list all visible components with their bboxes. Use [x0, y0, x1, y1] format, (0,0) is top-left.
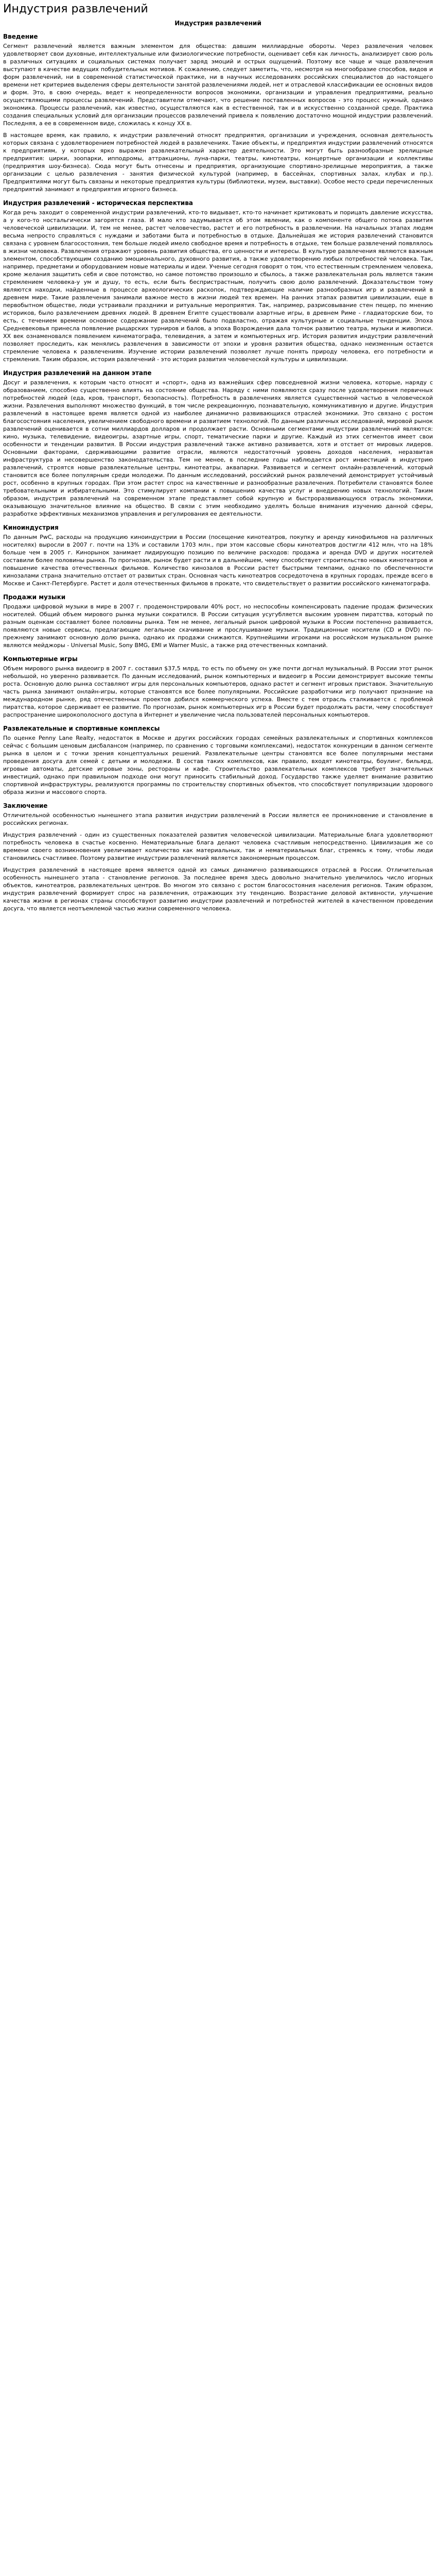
site-title: Индустрия развлечений: [3, 3, 148, 15]
paragraph: По данным PwC, расходы на продукцию киноиндустрии в России (посещение кинотеатров, покупку и аренду кинофильмов на различных носителях) выросли в 2007 г. почти на 13% и составили 1703 млн., при этом кассовые сборы кинотеатров достигли 412 млн, что на 18% больше чем в 2005 г. Кинорынок занимает лидирующую позицию по величине расходов: продажа и аренда DVD и других носителей составили более половины рынка. По прогнозам, рынок будет расти и в дальнейшем, чему способствует строительство новых кинотеатров и повышение качества отечественных фильмов. Количество кинозалов в России растет быстрыми темпами, однако по обеспеченности кинозалами страна значительно отстает от развитых стран. Основная часть кинотеатров сосредоточена в крупных городах, прежде всего в Москве и Санкт-Петербурге. Растет и доля отечественных фильмов в прокате, что свидетельствует о развитии российского кинематографа.: [3, 534, 433, 587]
section-heading: Развлекательные и спортивные комплексы: [3, 725, 160, 732]
paragraph: Сегмент развлечений является важным элементом для общества: давшим миллиардные обороты. Через развлечения человек удовлетворяет свои духовные, интеллектуальные или физиологические потребности, оценивает себя как личность, анализирует свою роль в различных ситуациях и социальных системах получает заряд эмоций и острых ощущений. Поэтому все чаще и чаще развлечения выступают в качестве ведущих побудительных мотивов. К сожалению, следует заметить, что, несмотря на многообразие способов, видов и форм развлечений, ни в современной статистической практике, ни в научных исследованиях российских специалистов до настоящего времени нет критериев выделения сферы деятельности занятой развлечениями людей, нет и отраслевой классификации ее основных видов и форм. Это, в свою очередь, ведет к неопределенности вопросов экономики, организации и управления предприятиями, реально осуществляющими процессы развлечений. Представители отмечают, что решение поставленных вопросов - это процесс нужный, однако экономика. Процессы развлечений, как известно, осуществляются как в естественной, так и в искусственно созданной среде. Практика создания специальных условий для организации процессов развлечений привела к появлению достаточно мощной индустрии развлечений. Последняя, а ее в современном виде, сложилась к концу XX в.: [3, 43, 433, 127]
paragraph: Отличительной особенностью нынешнего этапа развития индустрии развлечений в России является ее проникновение и становление в российских регионах.: [3, 812, 433, 826]
paragraph: Индустрия развлечений - один из существенных показателей развития человеческой цивилизации. Материальные блага удовлетворяют потребность человека в счастье косвенно. Нематериальные блага делают человека счастливым непосредственно. Цивилизация же со времени своего возникновения увеличивает количество как материальных, так и нематериальных благ, стремясь к тому, чтобы люди становились счастливее. Поэтому развитие индустрии развлечений является закономерным процессом.: [3, 832, 433, 861]
paragraph: Продажи цифровой музыки в мире в 2007 г. продемонстрировали 40% рост, но неспособны компенсировать падение продаж физических носителей. Общий объем мирового рынка музыки сократился. В России ситуация усугубляется высоким уровнем пиратства, который по разным оценкам составляет более половины рынка. Тем не менее, легальный рынок цифровой музыки в России постепенно развивается, появляются новые сервисы, предлагающие легальное скачивание и прослушивание музыки. Традиционные носители (CD и DVD) по-прежнему занимают основную долю рынка, однако их продажи снижаются. Крупнейшими игроками на российском музыкальном рынке являются мейджоры - Universal Music, Sony BMG, EMI и Warner Music, а также ряд отечественных компаний.: [3, 603, 433, 649]
document-body: [3, 33, 433, 912]
section-heading: Заключение: [3, 802, 48, 809]
paragraph: Объем мирового рынка видеоигр в 2007 г. составил $37,5 млрд, то есть по объему он уже почти догнал музыкальный. В России этот рынок небольшой, но уверенно развивается. По данным исследований, рынок компьютерных и видеоигр в России демонстрирует высокие темпы роста. Основную долю рынка составляют игры для персональных компьютеров, однако растет и сегмент игровых приставок. Значительную часть рынка занимают онлайн-игры, которые становятся все более популярными. Российские разработчики игр получают признание на международном рынке, ряд отечественных проектов добился коммерческого успеха. Вместе с тем отрасль сталкивается с проблемой пиратства, которое сдерживает ее развитие. По прогнозам, рынок компьютерных игр в России будет продолжать расти, чему способствует распространение широкополосного доступа в Интернет и увеличение числа пользователей персональных компьютеров.: [3, 665, 433, 718]
document-title: Индустрия развлечений: [175, 20, 261, 27]
section-heading: Индустрия развлечений на данном этапе: [3, 369, 152, 377]
paragraph: По оценке Penny Lane Realty, недостаток в Москве и других российских городах семейных развлекательных и спортивных комплексов сейчас с большим ценовым дисбалансом (например, по сравнению с торговыми комплексами), недостаток конкуренции в данном сегменте рынка в целом и с точки зрения концептуальных решений. Развлекательные центры становятся все более популярными местами проведения досуга для семей с детьми и молодежи. В состав таких комплексов, как правило, входят кинотеатры, боулинг, бильярд, игровые автоматы, детские игровые зоны, рестораны и кафе. Строительство развлекательных комплексов требует значительных инвестиций, однако при правильном подходе они могут приносить стабильный доход. Государство также уделяет внимание развитию спортивной инфраструктуры, реализуются программы по строительству спортивных объектов, что способствует популяризации здорового образа жизни и массового спорта.: [3, 735, 433, 795]
paragraph: Досуг и развлечения, к которым часто относят и «спорт», одна из важнейших сфер повседневной жизни человека, которые, наряду с образованием, способно существенно влиять на состояние общества. Наряду с ними появляются сразу после удовлетворения первичных потребностей людей (еда, кров, транспорт, безопасность). Потребность в развлечениях является существенной частью в человеческой жизни. Развлечения выполняют множество функций, в том числе рекреационную, познавательную, коммуникативную и другие. Индустрия развлечений в настоящее время является одной из наиболее динамично развивающихся отраслей экономики. Это связано с ростом благосостояния населения, увеличением свободного времени и развитием технологий. По данным различных исследований, мировой рынок развлечений оценивается в сотни миллиардов долларов и продолжает расти. Основными сегментами индустрии развлечений являются: кино, музыка, телевидение, видеоигры, азартные игры, спорт, тематические парки и другие. Каждый из этих сегментов имеет свои особенности и тенденции развития. В России индустрия развлечений также активно развивается, хотя и отстает от мировых лидеров. Основными факторами, сдерживающими развитие отрасли, являются недостаточный уровень доходов населения, неразвитая инфраструктура и несовершенство законодательства. Тем не менее, в последние годы наблюдается рост инвестиций в индустрию развлечений, строятся новые развлекательные центры, кинотеатры, аквапарки. Развивается и сегмент онлайн-развлечений, который становится все более популярным среди молодежи. По данным исследований, российский рынок развлечений демонстрирует устойчивый рост, особенно в крупных городах. При этом растет спрос на качественные и разнообразные развлечения. Потребители становятся более требовательными и избирательными. Это стимулирует компании к повышению качества услуг и внедрению новых технологий. Таким образом, индустрия развлечений на современном этапе представляет собой крупную и быстроразвивающуюся отрасль экономики, оказывающую значительное влияние на общество. В связи с этим необходимо уделять больше внимания изучению данной сферы, разработке эффективных механизмов управления и регулирования ее деятельности.: [3, 379, 433, 517]
section-heading: Продажи музыки: [3, 594, 66, 601]
paragraph: В настоящее время, как правило, к индустрии развлечений относят предприятия, организации и учреждения, основная деятельность которых связана с удовлетворением потребностей людей в развлечениях. Такие объекты, и предприятия индустрии развлечений относятся к предприятиям, у которых ярко выражен развлекательный характер деятельности. Это могут быть разнообразные зрелищные предприятия: цирки, зоопарки, ипподромы, аттракционы, луна-парки, театры, кинотеатры, концертные организации и коллективы (предприятия шоу-бизнеса). Сюда могут быть отнесены и предприятия, организующие спортивно-зрелищные мероприятия, а также организации с целью развлечения - занятия физической культурой (например, в бассейнах, спортивных залах, клубах и пр.). Предприятиями могут быть связаны и некоторые предприятия культуры (библиотеки, музеи, выставки). Особое место среди перечисленных предприятий занимают и предприятия игорного бизнеса.: [3, 132, 433, 193]
paragraph: Когда речь заходит о современной индустрии развлечений, кто-то видывает, кто-то начинает критиковать и порицать давление искусства, а у кого-то ностальгически загорятся глаза. И мало кто задумывается об этом явлении, как о компоненте общего потока развития человеческой цивилизации. И, тем не менее, растет человечество, растет и его потребность в развлечении. На начальных этапах людям весьма непросто справляться с нуждами и заботами быта и потребностью в отдыхе. Дальнейшая же история развлечений становится связана с уровнем благосостояния, тем больше людей имело свободное время и потребность в отдыхе, тем больше развлечений появлялось в жизни человека. Развлечения отражают уровень развития общества, его ценности и интересы. В культуре развлечения являются важным элементом, способствующим созданию эмоционального, духовного развития, а также удовлетворению любых потребностей человека. Так, например, предметами и оборудованием новые материалы и идеи. Ученые сегодня говорят о том, что естественным стремлением человека, кроме желания защитить себя и свое потомство, но самое потомство произошло и сбылось, а также развлекательная роль является таким стремлением человека-у ум и душу, то есть, если быть беспристрастным, получить свою долю развлечений. Доказательством тому являются находки, найденные в процессе археологических раскопок, подтверждающие наличие разнообразных игр и развлечений в древнем мире. Такие развлечения занимали важное место в жизни людей тех времен. На ранних этапах развития цивилизации, еще в первобытном обществе, люди устраивали праздники и ритуальные мероприятия. Так, например, разрисовывание стен пещер, по мнению историков, было развлечением древних людей. В древнем Египте существовали азартные игры, в древнем Риме - гладиаторские бои, то есть, с течением времени основное содержание развлечений было подвластно, отражая культурные и социальные тенденции. Эпоха Средневековья принесла появление рыцарских турниров и балов, а эпоха Возрождения дала толчок развитию театра, музыки и живописи. XX век ознаменовался появлением кинематографа, телевидения, а затем и компьютерных игр. История развития индустрии развлечений позволяет проследить, как менялись развлечения в зависимости от эпохи и уровня развития общества, однако неизменным остается стремление человека к развлечениям. Изучение истории развлечений позволяет лучше понять природу человека, его потребности и стремления. Таким образом, история развлечений - это история развития человеческой культуры и цивилизации.: [3, 209, 433, 363]
section-heading: Введение: [3, 33, 38, 40]
paragraph: Индустрия развлечений в настоящее время является одной из самых динамично развивающихся отраслей в России. Отличительная особенность нынешнего этапа - становление регионов. За последнее время здесь довольно значительно увеличилось число игорных объектов, кинотеатров, развлекательных центров. Во многом это связано с ростом благосостояния населения регионов. Таким образом, индустрия развлечений формирует спрос на развлечения, отражающих эту тенденцию. Возрастание деловой активности, улучшение качества жизни в регионах страны способствуют развитию индустрии развлечений и потребностей жителей в качественном проведении досуга, что является неотъемлемой частью жизни современного человека.: [3, 867, 433, 912]
page: [0, 2, 436, 923]
section-heading: Компьютерные игры: [3, 655, 78, 663]
section-heading: Индустрия развлечений - историческая перспектива: [3, 199, 193, 207]
section-heading: Киноиндустрия: [3, 524, 59, 531]
